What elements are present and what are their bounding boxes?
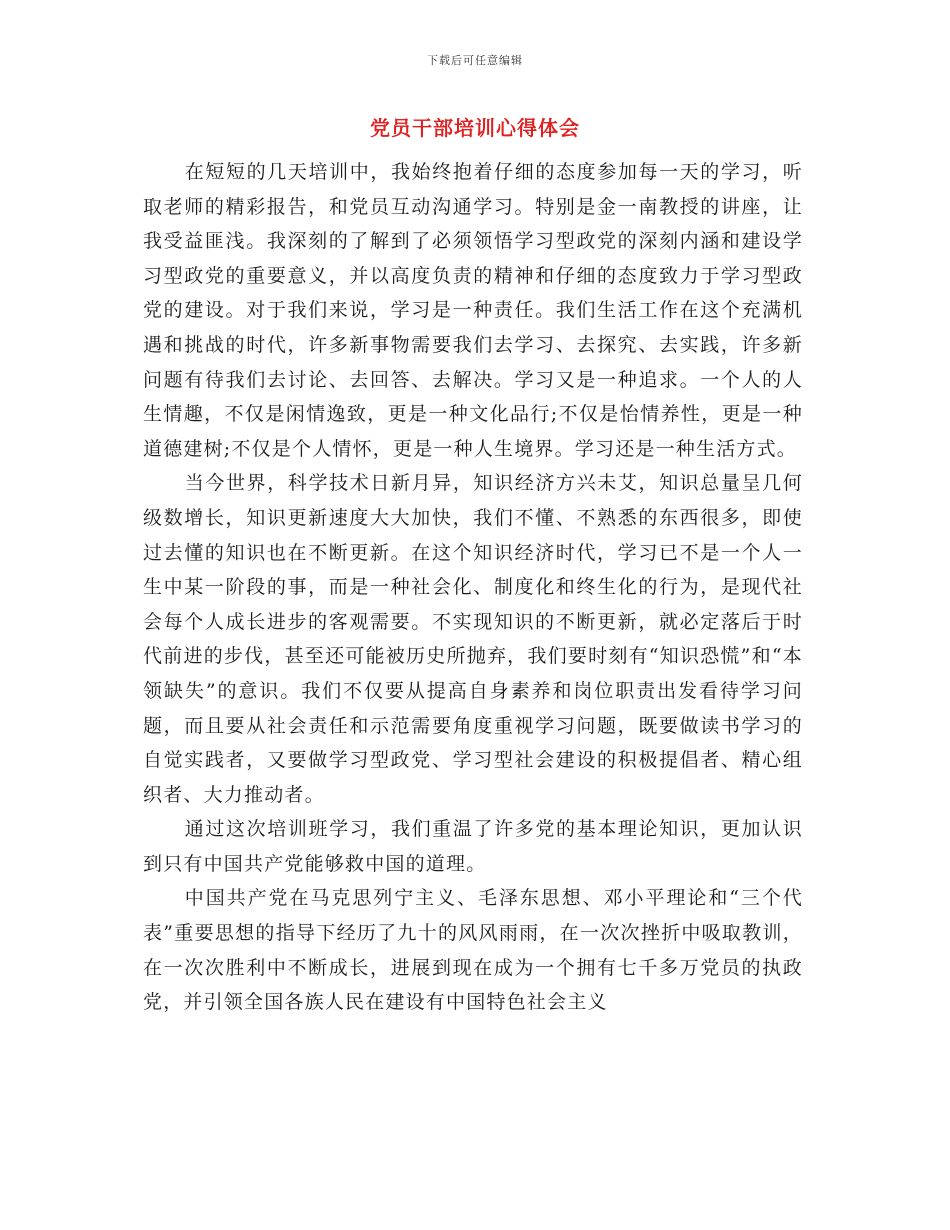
paragraph-3: 通过这次培训班学习，我们重温了许多党的基本理论知识，更加认识到只有中国共产党能够救中国的道理。 xyxy=(143,818,803,875)
document-body xyxy=(143,155,803,1020)
document-title: 党员干部培训心得体会 xyxy=(370,116,580,140)
paragraph-4: 中国共产党在马克思列宁主义、毛泽东思想、邓小平理论和“三个代表”重要思想的指导下经历了九十的风风雨雨，在一次次挫折中吸取教训，在一次次胜利中不断成长，进展到现在成为一个拥有七千多万党员的执政党，并引领全国各族人民在建设有中国特色社会主义 xyxy=(143,887,803,1014)
paragraph-1: 在短短的几天培训中，我始终抱着仔细的态度参加每一天的学习，听取老师的精彩报告，和党员互动沟通学习。特别是金一南教授的讲座，让我受益匪浅。我深刻的了解到了必须领悟学习型政党的深刻内涵和建设学习型政党的重要意义，并以高度负责的精神和仔细的态度致力于学习型政党的建设。对于我们来说，学习是一种责任。我们生活工作在这个充满机遇和挑战的时代，许多新事物需要我们去学习、去探究、去实践，许多新问题有待我们去讨论、去回答、去解决。学习又是一种追求。一个人的人生情趣，不仅是闲情逸致，更是一种文化品行;不仅是怡情养性，更是一种道德建树;不仅是个人情怀，更是一种人生境界。学习还是一种生活方式。 xyxy=(143,161,803,460)
header-note: 下载后可任意编辑 xyxy=(427,54,523,67)
paragraph-2: 当今世界，科学技术日新月异，知识经济方兴未艾，知识总量呈几何级数增长，知识更新速度大大加快，我们不懂、不熟悉的东西很多，即使过去懂的知识也在不断更新。在这个知识经济时代，学习已不是一个人一生中某一阶段的事，而是一种社会化、制度化和终生化的行为，是现代社会每个人成长进步的客观需要。不实现知识的不断更新，就必定落后于时代前进的步伐，甚至还可能被历史所抛弃，我们要时刻有“知识恐慌”和“本领缺失”的意识。我们不仅要从提高自身素养和岗位职责出发看待学习问题，而且要从社会责任和示范需要角度重视学习问题，既要做读书学习的自觉实践者，又要做学习型政党、学习型社会建设的积极提倡者、精心组织者、大力推动者。 xyxy=(143,472,803,806)
